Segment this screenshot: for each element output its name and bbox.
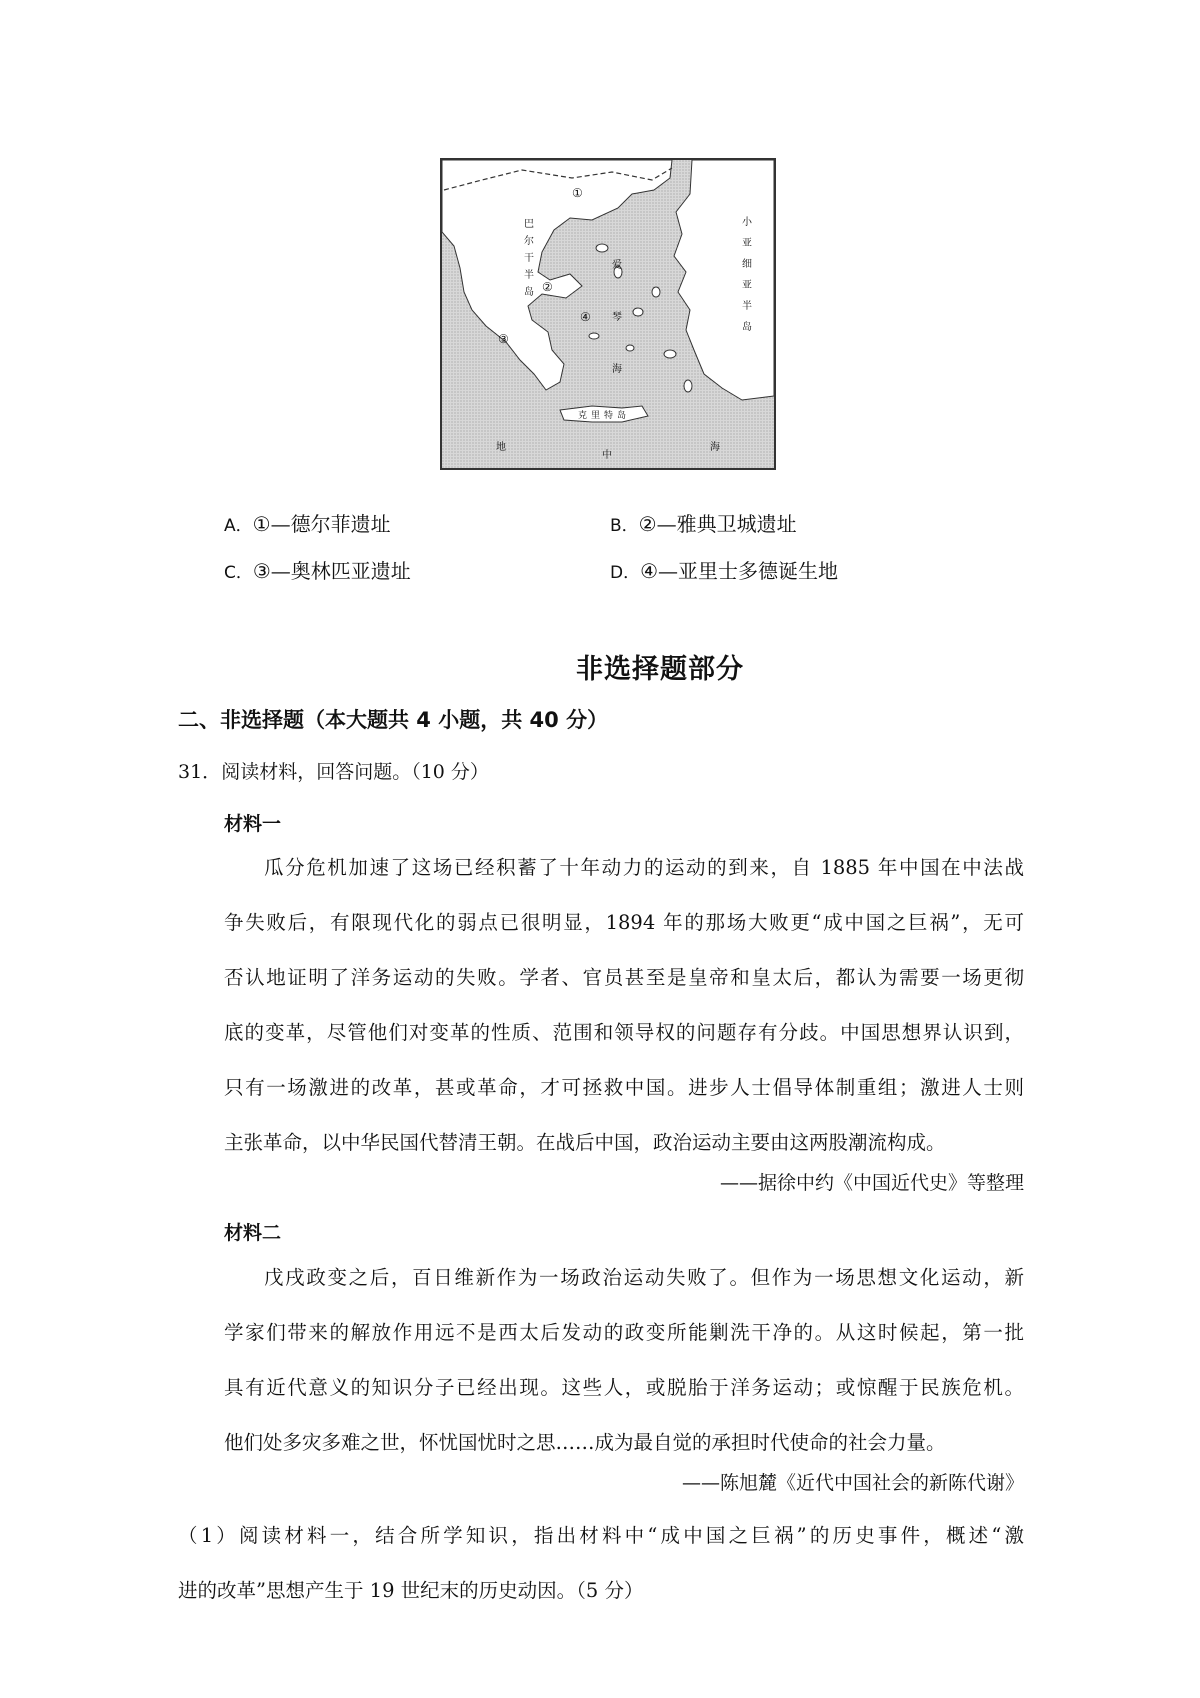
material-1-line: 底的变革，尽管他们对变革的性质、范围和领导权的问题存有分歧。中国思想界认识到， bbox=[224, 1021, 1024, 1044]
map-label-char: 琴 bbox=[612, 312, 622, 323]
map-label-char: 岛 bbox=[742, 322, 752, 333]
map-label-char: 海 bbox=[612, 364, 622, 375]
map-marker-4: ④ bbox=[580, 310, 591, 324]
map-label-char: 爱 bbox=[612, 260, 622, 271]
part-heading: 二、非选择题（本大题共 4 小题，共 40 分） bbox=[178, 708, 609, 732]
option-b[interactable] bbox=[610, 512, 797, 538]
map-label-char: 小 bbox=[742, 217, 752, 228]
material-2-body bbox=[224, 1250, 1024, 1470]
option-letter: A． bbox=[224, 516, 253, 536]
material-1-body bbox=[224, 840, 1024, 1170]
map-label-char: 细 bbox=[742, 259, 752, 270]
material-2-line: 他们处多灾多难之世，怀忧国忧时之思……成为最自觉的承担时代使命的社会力量。 bbox=[224, 1431, 946, 1454]
material-2-title: 材料二 bbox=[224, 1222, 282, 1244]
question-number: 31． bbox=[178, 761, 222, 783]
map-marker-2: ② bbox=[542, 280, 553, 294]
map-label-mediterranean-1: 地 bbox=[496, 442, 506, 453]
map-label-aegean bbox=[612, 240, 624, 396]
material-2-source: ——陈旭麓《近代中国社会的新陈代谢》 bbox=[681, 1472, 1024, 1494]
map-label-char: 巴 bbox=[524, 219, 534, 230]
sub-question-line: 进的改革”思想产生于 19 世纪末的历史动因。（5 分） bbox=[178, 1579, 644, 1602]
question-prompt bbox=[178, 760, 489, 784]
option-letter: D． bbox=[610, 563, 641, 583]
material-1-line: 主张革命，以中华民国代替清王朝。在战后中国，政治运动主要由这两股潮流构成。 bbox=[224, 1131, 946, 1154]
material-2-line: 具有近代意义的知识分子已经出现。这些人，或脱胎于洋务运动；或惊醒于民族危机。 bbox=[224, 1376, 1024, 1399]
map-label-mediterranean-2: 中 bbox=[602, 450, 612, 461]
map-label-asia-minor bbox=[742, 212, 754, 338]
material-1-line: 否认地证明了洋务运动的失败。学者、官员甚至是皇帝和皇太后，都认为需要一场更彻 bbox=[224, 966, 1024, 989]
map-label-char: 亚 bbox=[742, 238, 752, 249]
material-1-title: 材料一 bbox=[224, 813, 282, 835]
map-label-char: 尔 bbox=[524, 236, 534, 247]
map-label-char: 亚 bbox=[742, 280, 752, 291]
option-text: ③—奥林匹亚遗址 bbox=[252, 559, 411, 583]
material-1-line: 只有一场激进的改革，甚或革命，才可拯救中国。进步人士倡导体制重组；激进人士则 bbox=[224, 1076, 1024, 1099]
sub-question-line: （1）阅读材料一，结合所学知识，指出材料中“成中国之巨祸”的历史事件，概述“激 bbox=[178, 1524, 1024, 1547]
material-2-line: 学家们带来的解放作用远不是西太后发动的政变所能剿洗干净的。从这时候起，第一批 bbox=[224, 1321, 1024, 1344]
map-label-balkan bbox=[524, 216, 536, 301]
map-label-char: 岛 bbox=[524, 287, 534, 298]
option-a[interactable] bbox=[224, 512, 391, 538]
map-label-char: 半 bbox=[742, 301, 752, 312]
material-1-source: ——据徐中约《中国近代史》等整理 bbox=[719, 1172, 1024, 1194]
option-text: ④—亚里士多德诞生地 bbox=[640, 559, 839, 583]
map-label-char: 半 bbox=[524, 270, 534, 281]
option-letter: C． bbox=[224, 563, 253, 583]
material-1-line: 争失败后，有限现代化的弱点已很明显，1894 年的那场大败更“成中国之巨祸”，无可 bbox=[224, 911, 1024, 934]
material-2-line: 戊戌政变之后，百日维新作为一场政治运动失败了。但作为一场思想文化运动，新 bbox=[264, 1266, 1024, 1289]
map-label-char: 干 bbox=[524, 253, 534, 264]
map-marker-3: ③ bbox=[498, 332, 509, 346]
option-text: ①—德尔菲遗址 bbox=[252, 512, 391, 536]
map-label-crete: 克里特岛 bbox=[578, 411, 631, 421]
material-1-line: 瓜分危机加速了这场已经积蓄了十年动力的运动的到来，自 1885 年中国在中法战 bbox=[264, 856, 1024, 879]
option-c[interactable] bbox=[224, 559, 411, 585]
option-letter: B． bbox=[610, 516, 639, 536]
option-text: ②—雅典卫城遗址 bbox=[638, 512, 797, 536]
map-marker-1: ① bbox=[572, 186, 583, 200]
sub-question-1 bbox=[178, 1508, 1024, 1618]
greece-map bbox=[440, 158, 776, 470]
section-title: 非选择题部分 bbox=[576, 654, 744, 685]
question-text: 阅读材料，回答问题。（10 分） bbox=[221, 761, 489, 783]
option-d[interactable] bbox=[610, 559, 838, 585]
map-drawing bbox=[442, 160, 774, 468]
map-label-mediterranean-3: 海 bbox=[710, 442, 720, 453]
